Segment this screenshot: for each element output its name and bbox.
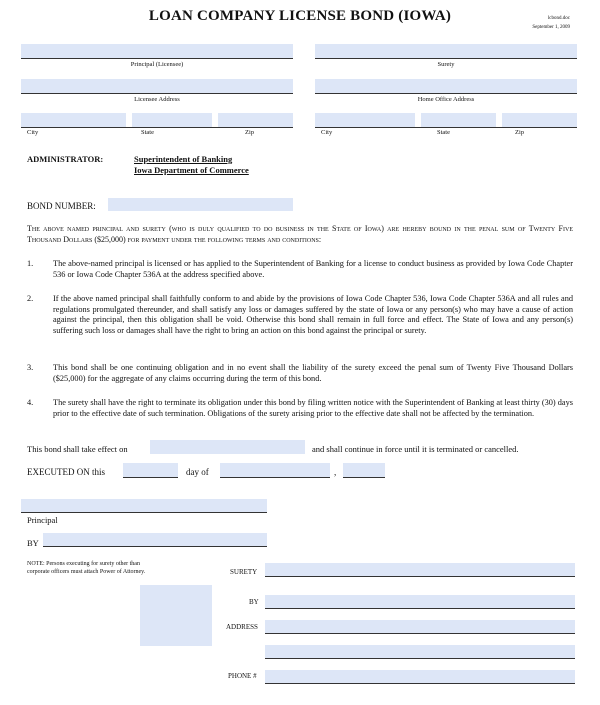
clause-3-number: 3. (27, 363, 34, 372)
executed-year-input[interactable] (343, 463, 385, 477)
principal-by-line (43, 546, 267, 547)
clause-4-number: 4. (27, 398, 34, 407)
executed-month-line (220, 477, 330, 478)
licensee-csz-line (21, 127, 293, 128)
executed-label: EXECUTED ON this (27, 467, 105, 477)
executed-year-line (343, 477, 385, 478)
home-office-address-input[interactable] (315, 79, 577, 93)
principal-caption: Principal (Licensee) (130, 61, 184, 68)
form-date: September 1, 2009 (532, 25, 570, 30)
executed-day-of: day of (186, 467, 209, 477)
surety-address-label: ADDRESS (226, 623, 258, 631)
principal-signature-input[interactable] (21, 499, 267, 512)
home-state-caption: State (437, 129, 450, 136)
surety-address-line-1 (265, 633, 575, 634)
effective-suffix: and shall continue in force until it is terminated or cancelled. (312, 444, 519, 454)
bond-number-input[interactable] (108, 198, 293, 211)
executed-month-input[interactable] (220, 463, 330, 477)
administrator-line1: Superintendent of Banking (134, 154, 233, 164)
licensee-zip-input[interactable] (218, 113, 293, 127)
principal-by-input[interactable] (43, 533, 267, 546)
effective-prefix: This bond shall take effect on (27, 444, 128, 454)
principal-name-input[interactable] (21, 44, 293, 58)
licensee-state-caption: State (141, 129, 154, 136)
clause-4-text: The surety shall have the right to terminate its obligation under this bond by filing written notice with the Superintendent of Banking at least thirty (30) days prior to the effective date of such termination. Obligations of the surety arising prior to the effective date shall not be affected by the termination. (53, 398, 573, 418)
home-city-caption: City (321, 129, 333, 136)
surety-address-input-1[interactable] (265, 620, 575, 633)
executed-comma: , (334, 467, 337, 477)
clause-2-number: 2. (27, 294, 34, 303)
home-office-address-caption: Home Office Address (417, 96, 475, 103)
licensee-city-input[interactable] (21, 113, 126, 127)
licensee-zip-caption: Zip (245, 129, 255, 136)
home-zip-input[interactable] (502, 113, 577, 127)
executed-day-input[interactable] (123, 463, 178, 477)
administrator-label: ADMINISTRATOR: (27, 154, 104, 164)
surety-name-input[interactable] (315, 44, 577, 58)
surety-by-input[interactable] (265, 595, 575, 608)
surety-signature-line (265, 576, 575, 577)
surety-address-line-2 (265, 658, 575, 659)
surety-phone-label: PHONE # (228, 672, 257, 680)
licensee-address-input[interactable] (21, 79, 293, 93)
surety-signature-label: SURETY (230, 568, 258, 576)
clause-1-number: 1. (27, 259, 34, 268)
form-title: LOAN COMPANY LICENSE BOND (IOWA) (148, 8, 452, 24)
home-office-address-line (315, 93, 577, 94)
surety-phone-input[interactable] (265, 670, 575, 683)
clause-3-text: This bond shall be one continuing obligation and in no event shall the liability of the surety exceed the penal sum of Twenty Five Thousand Dollars ($25,000) for the aggregate of any claims occurring during the term of this bond. (53, 363, 573, 383)
clause-2-text: If the above named principal shall faithfully conform to and abide by the provisions of Iowa Code Chapter 536, Iowa Code Chapter 536A and all rules and regulations promulgated thereunder, and shall satisfy any loss or damages suffered by the state of Iowa or any person(s) who may have a cause of action against the principal, then this obligation shall be void. Otherwise this bond shall remain in full force and effect. The State of Iowa and any person(s) suffering such loss or damages shall have the right to bring an action on this bond against the principal or surety. (53, 294, 573, 336)
home-city-input[interactable] (315, 113, 415, 127)
bond-number-label: BOND NUMBER: (27, 201, 96, 211)
licensee-address-caption: Licensee Address (134, 96, 180, 103)
executed-day-line (123, 477, 178, 478)
clause-1-text: The above-named principal is licensed or has applied to the Superintendent of Banking for a license to conduct business as provided by Iowa Code Chapter 536 or Iowa Code Chapter 536A at the address specified above. (53, 259, 573, 279)
power-of-attorney-note: NOTE: Persons executing for surety other than corporate officers must attach Power of Attorney. (27, 561, 146, 575)
licensee-address-line (21, 93, 293, 94)
seal-area[interactable] (140, 585, 212, 646)
file-name: lcbond.doc (547, 16, 570, 21)
intro-paragraph: The above named principal and surety (who is duly qualified to do business in the State of Iowa) are hereby bound in the penal sum of Twenty Five Thousand Dollars ($25,000) for payment under the following terms and conditions: (27, 224, 573, 244)
principal-label: Principal (27, 515, 58, 525)
home-zip-caption: Zip (515, 129, 525, 136)
licensee-state-input[interactable] (132, 113, 212, 127)
administrator-line2: Iowa Department of Commerce (134, 165, 249, 175)
surety-name-line (315, 58, 577, 59)
principal-signature-line (21, 512, 267, 513)
surety-address-input-2[interactable] (265, 645, 575, 658)
licensee-city-caption: City (27, 129, 39, 136)
surety-phone-line (265, 683, 575, 684)
home-csz-line (315, 127, 577, 128)
principal-name-line (21, 58, 293, 59)
principal-by-label: BY (27, 538, 39, 548)
surety-by-line (265, 608, 575, 609)
effective-date-input[interactable] (150, 440, 305, 454)
surety-by-label: BY (249, 598, 259, 606)
surety-signature-input[interactable] (265, 563, 575, 576)
form-meta (532, 14, 570, 32)
home-state-input[interactable] (421, 113, 496, 127)
surety-caption: Surety (437, 61, 455, 68)
